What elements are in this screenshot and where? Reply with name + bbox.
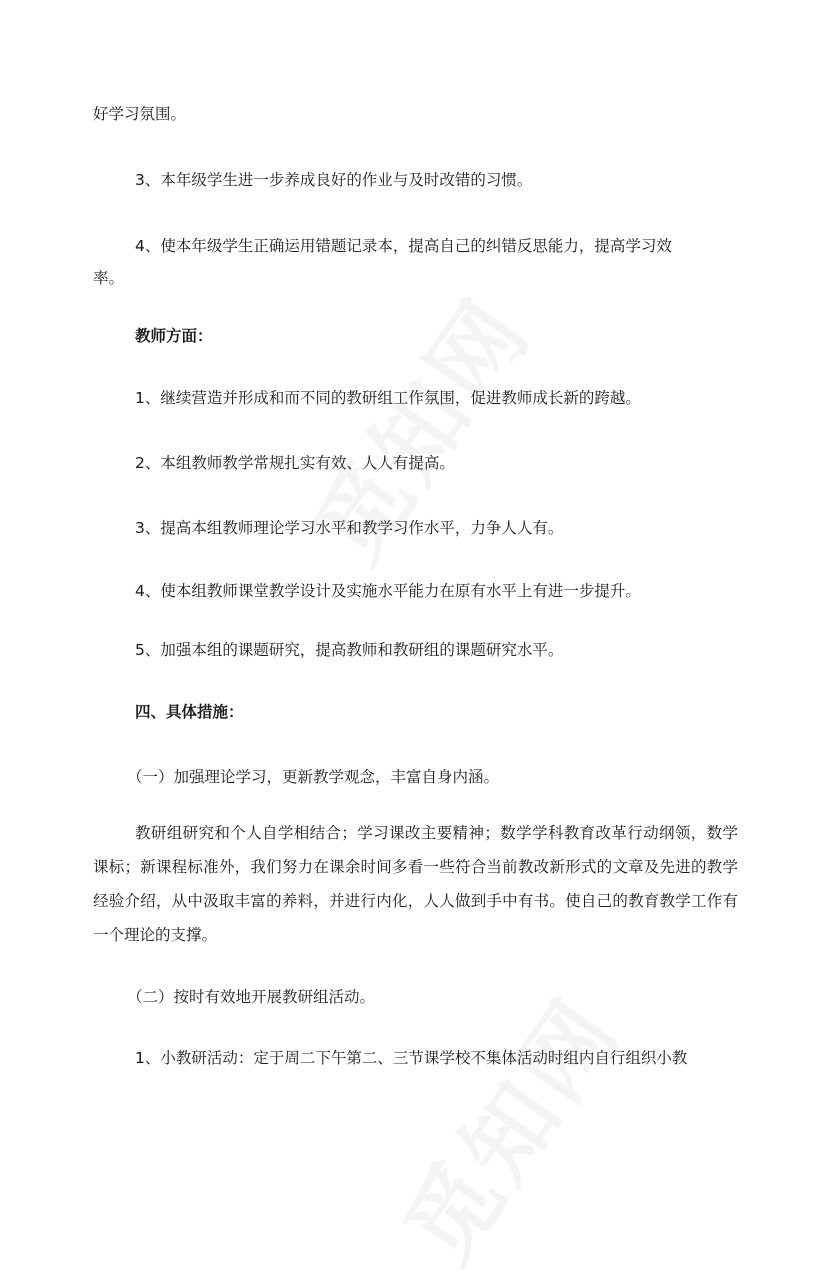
subsection-heading: （一）加强理论学习，更新教学观念，丰富自身内涵。 — [127, 768, 500, 786]
body-paragraph: 教研组研究和个人自学相结合；学习课改主要精神；数学学科教育改革行动纲领，数学课标；新课程标准外，我们努力在课余时间多看一些符合当前教改新形式的文章及先进的教学经验介绍，从中汲取丰富的养料，并进行内化，人人做到手中有书。使自己的教育教学工作有一个理论的支撑。 — [93, 824, 738, 944]
text-line: 率。 — [93, 269, 125, 287]
text-line: 4、使本年级学生正确运用错题记录本，提高自己的纠错反思能力，提高学习效 — [135, 237, 672, 255]
text-line: 4、使本组教师课堂教学设计及实施水平能力在原有水平上有进一步提升。 — [135, 582, 641, 600]
text-line: 好学习氛围。 — [93, 105, 187, 123]
text-line: 1、小教研活动：定于周二下午第二、三节课学校不集体活动时组内自行组织小教 — [135, 1049, 688, 1067]
watermark — [369, 968, 646, 1284]
text-line: 1、继续营造并形成和而不同的教研组工作氛围，促进教师成长新的跨越。 — [135, 389, 641, 407]
text-line: 5、加强本组的课题研究，提高教师和教研组的课题研究水平。 — [135, 641, 564, 659]
subsection-heading: （二）按时有效地开展教研组活动。 — [127, 988, 376, 1006]
section-heading: 教师方面： — [135, 327, 213, 345]
text-line: 2、本组教师教学常规扎实有效、人人有提高。 — [135, 454, 455, 472]
text-line: 3、提高本组教师理论学习水平和教学习作水平，力争人人有。 — [135, 519, 564, 537]
text-line: 3、本年级学生进一步养成良好的作业与及时改错的习惯。 — [135, 171, 533, 189]
section-heading: 四、具体措施： — [135, 703, 244, 721]
